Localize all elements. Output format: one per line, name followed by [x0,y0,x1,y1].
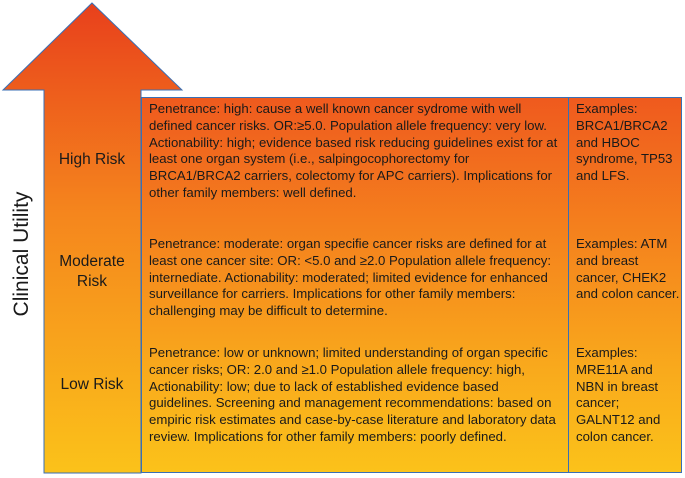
risk-table-panel [141,97,682,473]
risk-label-moderate: Moderate Risk [59,253,125,290]
low-risk-description: Penetrance: low or unknown; limited understanding of organ specific cancer risks; OR: 2.0 and ≥1.0 Population allele frequency: high, Actionability: low; due to lack of established evidence based guidelines. Screening and management recommendations: based on empiric risk estimates and case-by-case literature and laboratory data review. Implications for other family members: poorly defined. [149,345,556,444]
high-risk-examples: Examples: BRCA1/BRCA2 and HBOC syndrome, TP53 and LFS. [576,101,673,184]
high-risk-description: Penetrance: high: cause a well known cancer sydrome with well defined cancer risks. OR:≥5.0. Population allele frequency: very low. Actionability: high; evidence based risk reducing guidelines exist for at least one organ system (i.e., salpingocophorectomy for BRCA1/BRCA2 carriers, colectomy for APC carriers). Implications for other family members: well defined. [149,101,558,200]
clinical-utility-axis-label: Clinical Utility [10,191,33,317]
moderate-risk-examples: Examples: ATM and breast cancer, CHEK2 and colon cancer. [576,236,680,302]
low-risk-examples: Examples: MRE11A and NBN in breast cancer; GALNT12 and colon cancer. [576,345,661,444]
risk-label-high: High Risk [58,151,126,168]
column-divider [568,98,569,472]
moderate-risk-description: Penetrance: moderate: organ specifie cancer risks are defined for at least one cancer site: OR: <5.0 and ≥2.0 Population allele frequency: internediate. Actionability: moderated; limited evidence for enhanced surveillance for carriers. Implications for other family members: challenging may be difficult to determine. [149,236,552,319]
risk-label-low: Low Risk [60,376,124,393]
